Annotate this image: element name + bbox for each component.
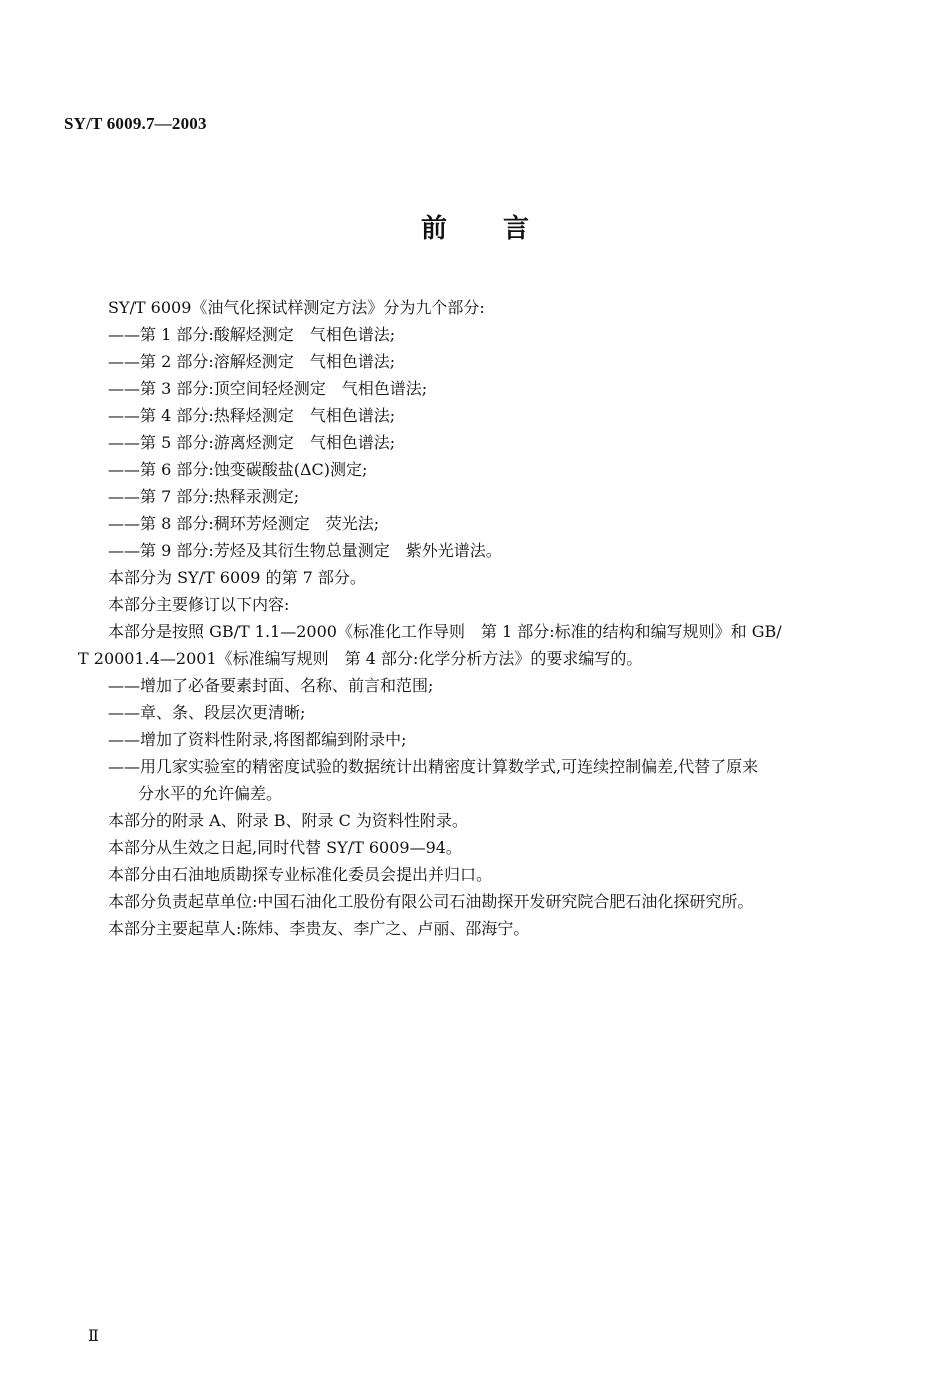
change-item-2: ——章、条、段层次更清晰; [108,703,306,722]
part-item-2: ——第 2 部分:溶解烃测定 气相色谱法; [108,352,396,371]
part-item-1: ——第 1 部分:酸解烃测定 气相色谱法; [108,325,396,344]
foreword-body [78,294,878,942]
intro-paragraph: SY/T 6009《油气化探试样测定方法》分为九个部分: [108,298,485,317]
closing-paragraph-5: 本部分主要起草人:陈炜、李贵友、李广之、卢丽、邵海宁。 [108,919,530,938]
page-title [0,208,950,245]
closing-paragraph-1: 本部分的附录 A、附录 B、附录 C 为资料性附录。 [108,811,468,830]
change-item-4-line-1: ——用几家实验室的精密度试验的数据统计出精密度计算数学式,可连续控制偏差,代替了原来 [108,757,759,776]
part-item-5: ——第 5 部分:游离烃测定 气相色谱法; [108,433,396,452]
part-item-6: ——第 6 部分:蚀变碳酸盐(ΔC)测定; [108,460,368,479]
basis-paragraph-line-1: 本部分是按照 GB/T 1.1—2000《标准化工作导则 第 1 部分:标准的结构和编写规则》和 GB/ [108,622,782,641]
page-number: Ⅱ [88,1328,99,1345]
change-item-3: ——增加了资料性附录,将图都编到附录中; [108,730,407,749]
revision-intro-paragraph: 本部分主要修订以下内容: [108,595,290,614]
closing-paragraph-3: 本部分由石油地质勘探专业标准化委员会提出并归口。 [108,865,493,884]
title-char-2: 言 [503,214,530,244]
standard-code: SY/T 6009.7—2003 [64,114,207,133]
part-item-8: ——第 8 部分:稠环芳烃测定 荧光法; [108,514,380,533]
basis-paragraph-line-2: T 20001.4—2001《标准编写规则 第 4 部分:化学分析方法》的要求编写的。 [78,649,643,668]
closing-paragraph-2: 本部分从生效之日起,同时代替 SY/T 6009—94。 [108,838,462,857]
closing-paragraph-4: 本部分负责起草单位:中国石油化工股份有限公司石油勘探开发研究院合肥石油化探研究所。 [108,892,754,911]
this-part-paragraph: 本部分为 SY/T 6009 的第 7 部分。 [108,568,366,587]
part-item-4: ——第 4 部分:热释烃测定 气相色谱法; [108,406,396,425]
change-item-1: ——增加了必备要素封面、名称、前言和范围; [108,676,434,695]
part-item-9: ——第 9 部分:芳烃及其衍生物总量测定 紫外光谱法。 [108,541,502,560]
change-item-4-line-2: 分水平的允许偏差。 [138,784,283,803]
part-item-7: ——第 7 部分:热释汞测定; [108,487,300,506]
part-item-3: ——第 3 部分:顶空间轻烃测定 气相色谱法; [108,379,428,398]
title-char-1: 前 [420,214,447,244]
